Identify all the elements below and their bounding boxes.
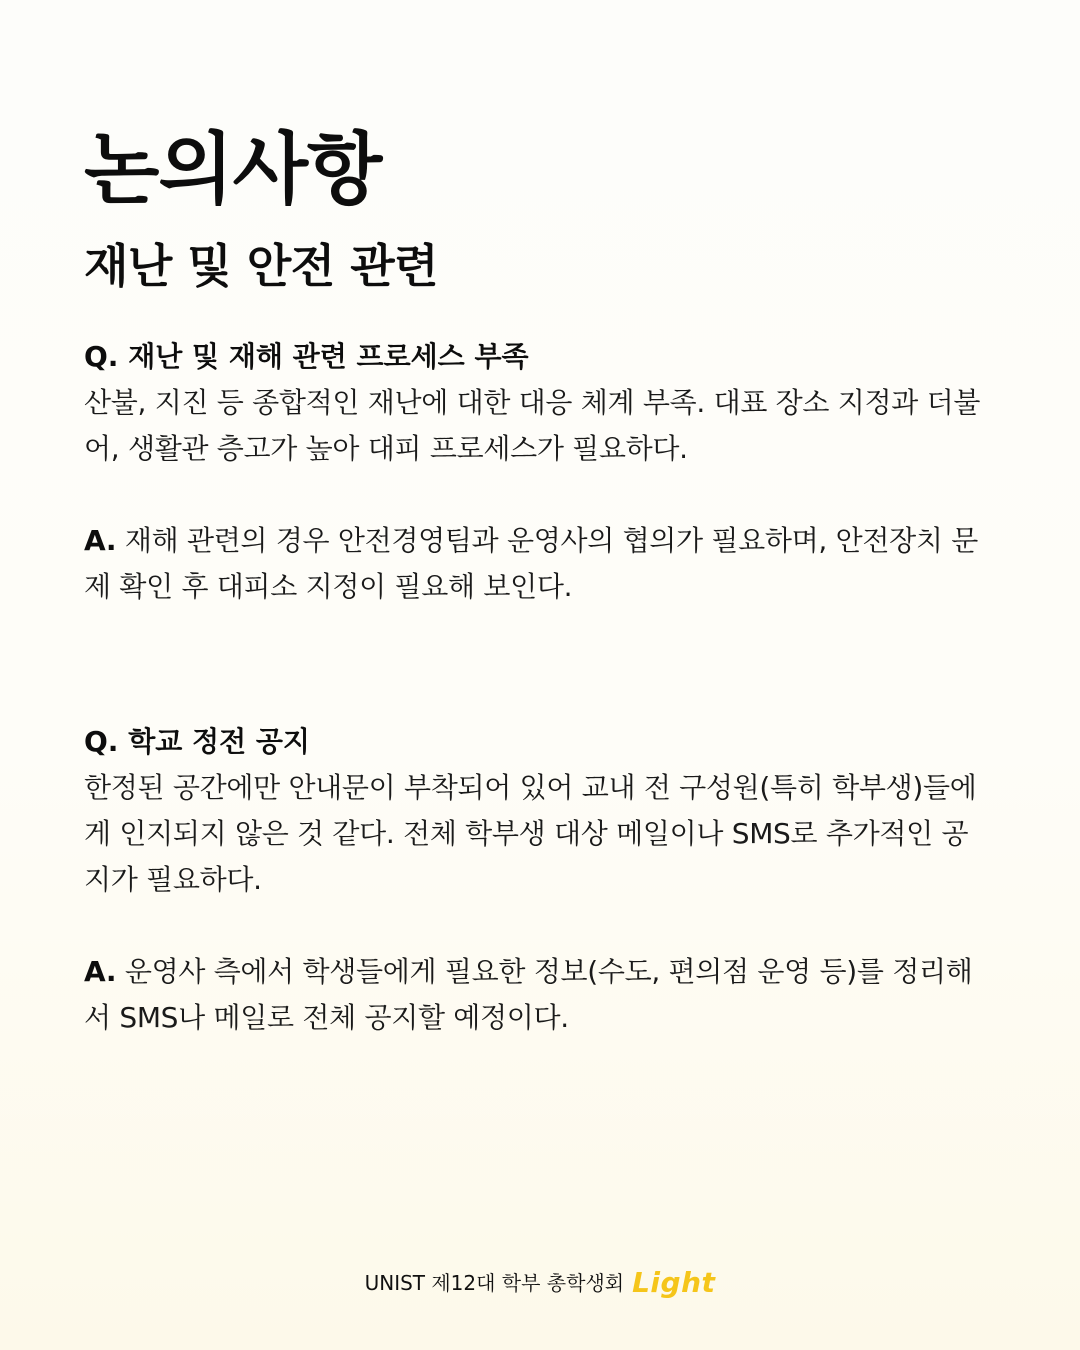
- footer-organization: UNIST 제12대 학부 총학생회: [364, 1271, 625, 1295]
- question-title: Q. 재난 및 재해 관련 프로세스 부족: [84, 340, 529, 373]
- qa-item: [84, 719, 984, 1041]
- answer-body: 운영사 측에서 학생들에게 필요한 정보(수도, 편의점 운영 등)를 정리해서 SMS나 메일로 전체 공지할 예정이다.: [84, 955, 973, 1034]
- answer: [84, 518, 984, 610]
- answer-prefix: A.: [84, 524, 117, 557]
- brand-logo: Light: [632, 1266, 716, 1299]
- footer: [0, 1265, 1080, 1301]
- question-body: 한정된 공간에만 안내문이 부착되어 있어 교내 전 구성원(특히 학부생)들에게 인지되지 않은 것 같다. 전체 학부생 대상 메일이나 SMS로 추가적인 공지가 필요하다.: [84, 771, 977, 896]
- question-body: 산불, 지진 등 종합적인 재난에 대한 대응 체계 부족. 대표 장소 지정과 더불어, 생활관 층고가 높아 대피 프로세스가 필요하다.: [84, 386, 981, 465]
- answer-prefix: A.: [84, 955, 117, 988]
- page-title: 논의사항: [84, 125, 382, 215]
- answer: [84, 949, 984, 1041]
- answer-body: 재해 관련의 경우 안전경영팀과 운영사의 협의가 필요하며, 안전장치 문제 확인 후 대피소 지정이 필요해 보인다.: [84, 524, 978, 603]
- qa-item: [84, 334, 984, 610]
- page-subtitle: 재난 및 안전 관련: [84, 239, 439, 293]
- question-title: Q. 학교 정전 공지: [84, 725, 310, 758]
